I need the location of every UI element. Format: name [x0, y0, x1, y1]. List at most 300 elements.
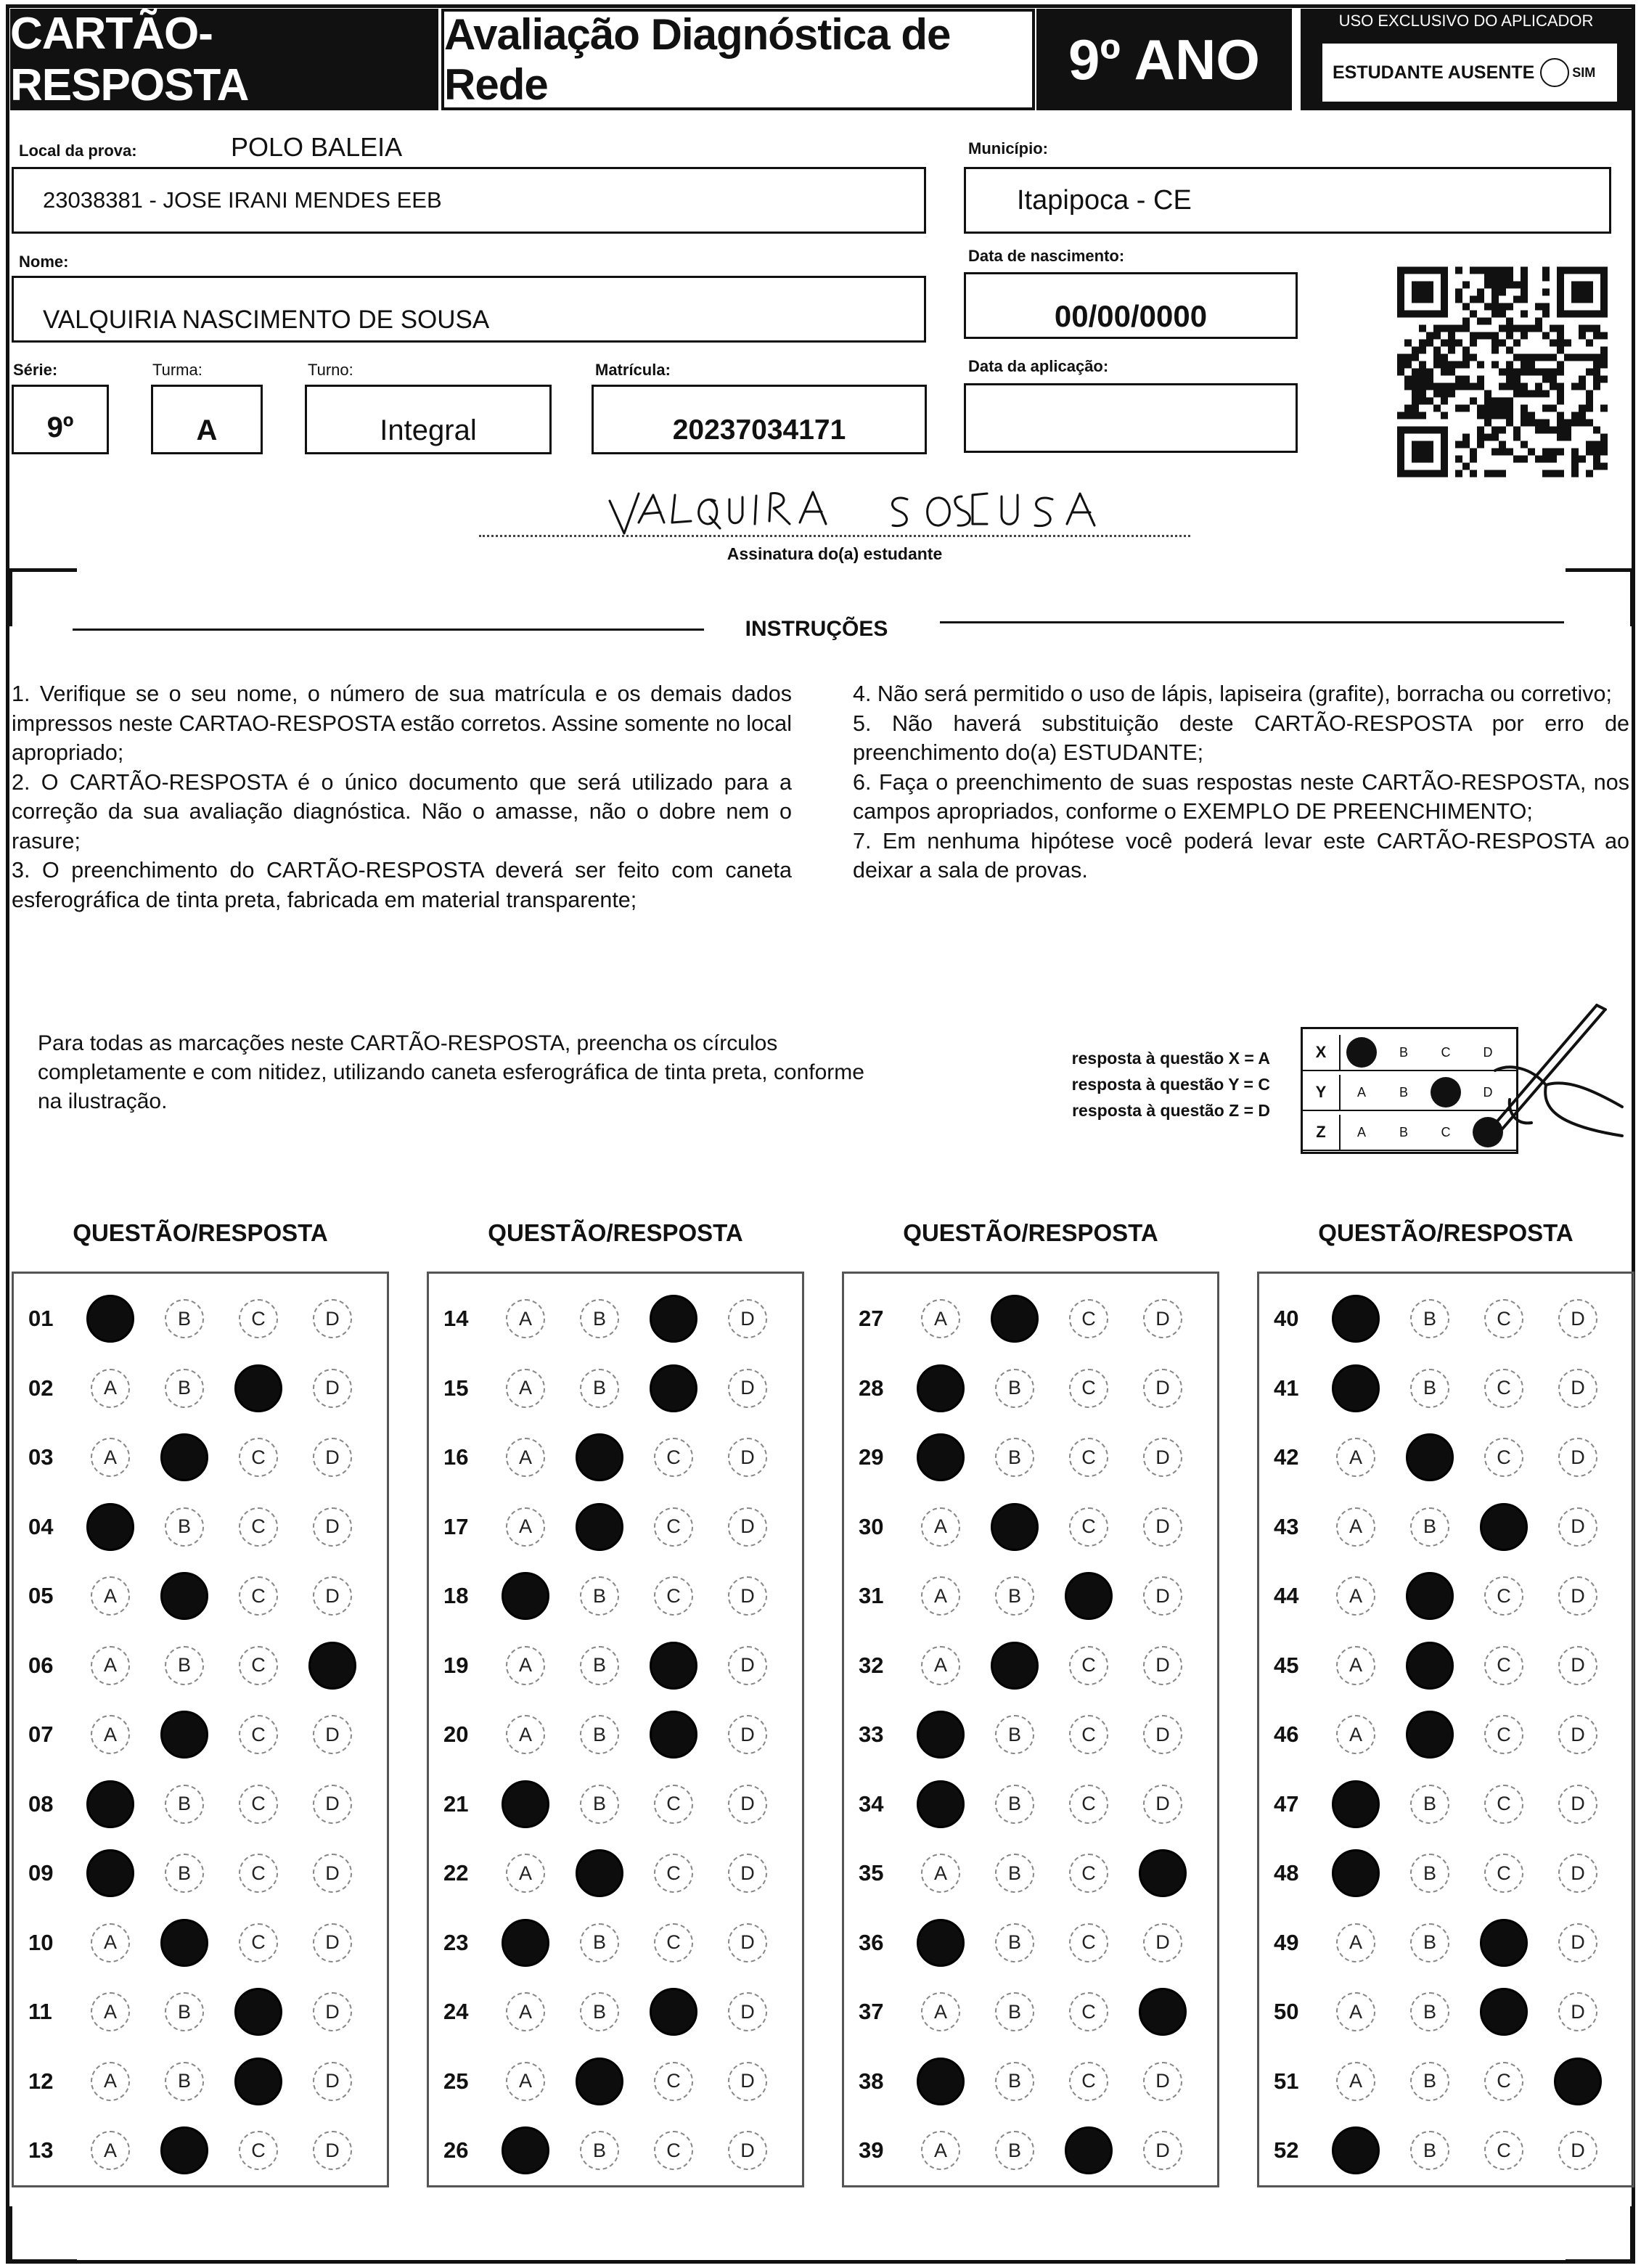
answer-bubble[interactable]: D: [1558, 1507, 1597, 1547]
answer-bubble[interactable]: A: [91, 1992, 130, 2031]
question-row: [1259, 1561, 1615, 1631]
answer-bubble[interactable]: C: [239, 1507, 278, 1547]
answer-bubble[interactable]: B: [1410, 1923, 1449, 1962]
filled-bubble[interactable]: [1480, 1919, 1528, 1967]
answer-bubble[interactable]: A: [506, 2062, 545, 2101]
filled-bubble[interactable]: [502, 1572, 549, 1620]
answer-bubble[interactable]: D: [1143, 1923, 1182, 1962]
question-row: [14, 1354, 369, 1423]
answer-bubble[interactable]: B: [995, 1438, 1034, 1477]
answer-bubble[interactable]: A: [921, 2131, 960, 2170]
answer-bubble[interactable]: C: [1484, 1715, 1523, 1754]
answer-bubble[interactable]: D: [1143, 2062, 1182, 2101]
answer-bubble[interactable]: A: [91, 1369, 130, 1408]
answer-bubble[interactable]: D: [728, 2131, 767, 2170]
answer-bubble[interactable]: C: [1069, 1299, 1108, 1338]
answer-bubble[interactable]: B: [1410, 1299, 1449, 1338]
answer-bubble[interactable]: B: [580, 1992, 619, 2031]
filled-bubble[interactable]: [917, 1711, 965, 1759]
filled-bubble[interactable]: [160, 1433, 208, 1481]
option-cell: [978, 1438, 1052, 1477]
filled-bubble[interactable]: [576, 1849, 623, 1897]
answer-bubble[interactable]: D: [1143, 1646, 1182, 1685]
answer-bubble[interactable]: C: [1484, 2131, 1523, 2170]
answer-bubble[interactable]: C: [1484, 2062, 1523, 2101]
answer-bubble[interactable]: C: [239, 1923, 278, 1962]
option-cell: [73, 2131, 147, 2170]
instruction-5: 5. Não haverá substituição deste CARTÃO-RESPOSTA por erro de preenchimento do(a) ESTUDANTE;: [853, 711, 1629, 765]
example-option: C: [1441, 1124, 1451, 1139]
answer-bubble[interactable]: B: [1410, 2131, 1449, 2170]
answer-bubble[interactable]: D: [1558, 1992, 1597, 2031]
filled-bubble[interactable]: [1332, 2126, 1380, 2174]
answer-column: [427, 1272, 804, 2187]
option-cell: [978, 1642, 1052, 1690]
option-cell: [904, 1854, 978, 1893]
filled-bubble[interactable]: [1065, 2126, 1113, 2174]
answer-bubble[interactable]: C: [239, 1785, 278, 1824]
answer-bubble[interactable]: C: [1069, 1854, 1108, 1893]
answer-bubble[interactable]: B: [995, 1576, 1034, 1616]
question-row: [14, 1977, 369, 2047]
answer-bubble[interactable]: A: [506, 1992, 545, 2031]
filled-bubble[interactable]: [1332, 1364, 1380, 1412]
filled-bubble[interactable]: [1480, 1988, 1528, 2036]
answer-bubble[interactable]: C: [1069, 1646, 1108, 1685]
option-cell: [147, 1711, 221, 1759]
answer-bubble[interactable]: A: [506, 1369, 545, 1408]
option-cell: [221, 1923, 295, 1962]
answer-bubble[interactable]: B: [995, 2062, 1034, 2101]
answer-bubble[interactable]: C: [654, 1507, 693, 1547]
option-cell: [488, 1507, 562, 1547]
option-cell: [1319, 1295, 1393, 1343]
filled-bubble[interactable]: [917, 1364, 965, 1412]
filled-bubble[interactable]: [160, 2126, 208, 2174]
answer-bubble[interactable]: D: [1558, 1785, 1597, 1824]
instructions-title: INSTRUÇÕES: [745, 617, 888, 641]
option-cell: [1319, 1715, 1393, 1754]
answer-bubble[interactable]: D: [1143, 1715, 1182, 1754]
answer-bubble[interactable]: A: [91, 1438, 130, 1477]
filled-bubble[interactable]: [576, 1433, 623, 1481]
filled-bubble[interactable]: [650, 1364, 697, 1412]
pen-hand-icon: [1466, 998, 1629, 1158]
filled-bubble[interactable]: [86, 1295, 134, 1343]
answer-bubble[interactable]: A: [921, 1299, 960, 1338]
question-number: 06: [28, 1652, 54, 1678]
instruction-6: 6. Faça o preenchimento de suas respostas neste CARTÃO-RESPOSTA, nos campos apropriados, conforme o EXEMPLO DE PREENCHIMENTO;: [853, 769, 1629, 824]
option-cell: [1393, 2131, 1467, 2170]
example-option: D: [1483, 1084, 1493, 1100]
answer-bubble[interactable]: B: [165, 2062, 204, 2101]
local-value: POLO BALEIA: [231, 132, 403, 162]
answer-bubble[interactable]: B: [1410, 1785, 1449, 1824]
answer-bubble[interactable]: A: [1336, 1646, 1375, 1685]
option-cell: [1541, 1854, 1615, 1893]
answer-bubble[interactable]: A: [91, 1576, 130, 1616]
answer-bubble[interactable]: A: [921, 1854, 960, 1893]
filled-bubble[interactable]: [160, 1572, 208, 1620]
answer-bubble[interactable]: B: [165, 1299, 204, 1338]
filled-bubble[interactable]: [1332, 1780, 1380, 1828]
answer-bubble[interactable]: A: [1336, 2062, 1375, 2101]
answer-bubble[interactable]: D: [728, 1785, 767, 1824]
filled-bubble[interactable]: [650, 1711, 697, 1759]
filled-bubble[interactable]: [86, 1849, 134, 1897]
answer-bubble[interactable]: A: [921, 1507, 960, 1547]
answer-bubble[interactable]: B: [995, 1854, 1034, 1893]
option-cell: [637, 1785, 711, 1824]
answer-bubble[interactable]: D: [1143, 1785, 1182, 1824]
answer-bubble[interactable]: D: [1143, 1576, 1182, 1616]
filled-bubble[interactable]: [576, 2058, 623, 2105]
answer-bubble[interactable]: C: [239, 2131, 278, 2170]
answer-bubble[interactable]: A: [1336, 1992, 1375, 2031]
answer-bubble[interactable]: D: [313, 1576, 352, 1616]
answer-bubble[interactable]: B: [165, 1369, 204, 1408]
question-row: [429, 2047, 785, 2116]
filled-bubble[interactable]: [1406, 1433, 1454, 1481]
filled-bubble[interactable]: [917, 1780, 965, 1828]
answer-bubble[interactable]: C: [1069, 1785, 1108, 1824]
question-number: 26: [443, 2137, 469, 2163]
instruction-7: 7. Em nenhuma hipótese você poderá levar este CARTÃO-RESPOSTA ao deixar a sala de provas.: [853, 828, 1629, 883]
question-row: [1259, 1422, 1615, 1492]
example-labels: [958, 1045, 1270, 1123]
answer-bubble[interactable]: C: [654, 1438, 693, 1477]
answer-bubble[interactable]: D: [313, 1992, 352, 2031]
answer-bubble[interactable]: D: [313, 1299, 352, 1338]
option-cell: [221, 1299, 295, 1338]
answer-bubble[interactable]: A: [506, 1646, 545, 1685]
example-row-label: X: [1303, 1035, 1341, 1070]
answer-bubble[interactable]: B: [165, 1646, 204, 1685]
option-cell: [1467, 1438, 1541, 1477]
answer-bubble[interactable]: D: [728, 1923, 767, 1962]
filled-bubble[interactable]: [502, 2126, 549, 2174]
answer-bubble[interactable]: D: [728, 1438, 767, 1477]
answer-bubble[interactable]: D: [313, 1438, 352, 1477]
option-cell: [488, 1369, 562, 1408]
option-cell: [147, 2126, 221, 2174]
answer-bubble[interactable]: D: [728, 2062, 767, 2101]
answer-bubble[interactable]: D: [728, 1992, 767, 2031]
answer-bubble[interactable]: C: [654, 2131, 693, 2170]
answer-bubble[interactable]: C: [1069, 1992, 1108, 2031]
option-cell: [1393, 1642, 1467, 1690]
filled-bubble[interactable]: [502, 1919, 549, 1967]
answer-bubble[interactable]: C: [1484, 1646, 1523, 1685]
filled-bubble[interactable]: [917, 1919, 965, 1967]
answer-bubble[interactable]: C: [1069, 1715, 1108, 1754]
answer-bubble[interactable]: B: [995, 1923, 1034, 1962]
option-cell: [295, 1715, 369, 1754]
column-header: QUESTÃO/RESPOSTA: [488, 1219, 743, 1246]
answer-bubble[interactable]: B: [165, 1854, 204, 1893]
answer-bubble[interactable]: C: [654, 1576, 693, 1616]
option-cell: [488, 1854, 562, 1893]
answer-bubble[interactable]: D: [728, 1507, 767, 1547]
answer-bubble[interactable]: C: [1484, 1576, 1523, 1616]
answer-bubble[interactable]: C: [1069, 1507, 1108, 1547]
answer-bubble[interactable]: D: [313, 1715, 352, 1754]
filled-bubble[interactable]: [1480, 1503, 1528, 1551]
answer-bubble[interactable]: C: [1484, 1785, 1523, 1824]
answer-bubble[interactable]: A: [506, 1854, 545, 1893]
option-cell: [978, 1295, 1052, 1343]
answer-bubble[interactable]: D: [1558, 1299, 1597, 1338]
answer-bubble[interactable]: D: [313, 2062, 352, 2101]
answer-bubble[interactable]: C: [239, 1854, 278, 1893]
filled-bubble[interactable]: [917, 2058, 965, 2105]
filled-bubble[interactable]: [1332, 1849, 1380, 1897]
filled-bubble[interactable]: [160, 1711, 208, 1759]
answer-bubble[interactable]: A: [921, 1646, 960, 1685]
option-cell: [1052, 1572, 1126, 1620]
question-number: 19: [443, 1652, 469, 1678]
option-cell: [221, 1715, 295, 1754]
answer-bubble[interactable]: D: [1558, 2131, 1597, 2170]
answer-bubble[interactable]: D: [1558, 1715, 1597, 1754]
answer-bubble[interactable]: C: [1484, 1299, 1523, 1338]
option-cell: [1393, 1433, 1467, 1481]
question-row: [1259, 1977, 1615, 2047]
answer-bubble[interactable]: D: [1143, 1299, 1182, 1338]
answer-bubble[interactable]: B: [165, 1507, 204, 1547]
filled-bubble[interactable]: [502, 1780, 549, 1828]
filled-bubble[interactable]: [1406, 1711, 1454, 1759]
answer-bubble[interactable]: B: [995, 1785, 1034, 1824]
question-row: [844, 1422, 1200, 1492]
question-number: 43: [1274, 1513, 1299, 1539]
answer-bubble[interactable]: A: [1336, 1715, 1375, 1754]
option-cell: [1126, 1923, 1200, 1962]
answer-bubble[interactable]: D: [313, 1369, 352, 1408]
option-cell: [1319, 1849, 1393, 1897]
answer-bubble[interactable]: A: [1336, 1576, 1375, 1616]
filled-bubble[interactable]: [1332, 1295, 1380, 1343]
filled-bubble[interactable]: [917, 1433, 965, 1481]
answer-bubble[interactable]: A: [1336, 1438, 1375, 1477]
filled-bubble[interactable]: [1065, 1572, 1113, 1620]
question-number: 17: [443, 1513, 469, 1539]
option-cell: [1126, 1785, 1200, 1824]
filled-bubble[interactable]: [991, 1295, 1039, 1343]
answer-bubble[interactable]: B: [995, 1715, 1034, 1754]
answer-bubble[interactable]: D: [313, 1854, 352, 1893]
option-cell: [1319, 1923, 1393, 1962]
answer-bubble[interactable]: A: [91, 2131, 130, 2170]
corner-mark-bottom-right: [1566, 2206, 1634, 2263]
answer-bubble[interactable]: C: [1069, 1369, 1108, 1408]
question-row: [1259, 1838, 1615, 1908]
answer-bubble[interactable]: B: [1410, 1992, 1449, 2031]
answer-bubble[interactable]: C: [239, 1715, 278, 1754]
answer-bubble[interactable]: B: [580, 2131, 619, 2170]
answer-bubble[interactable]: D: [1558, 1576, 1597, 1616]
filled-bubble[interactable]: [234, 1364, 282, 1412]
matricula-label: Matrícula:: [595, 361, 671, 379]
option-cell: [904, 1364, 978, 1412]
option-cell: [295, 1992, 369, 2031]
answer-bubble[interactable]: D: [1558, 1923, 1597, 1962]
answer-bubble[interactable]: A: [921, 1576, 960, 1616]
answer-bubble[interactable]: B: [1410, 2062, 1449, 2101]
option-cell: [562, 1503, 637, 1551]
filled-bubble[interactable]: [650, 1988, 697, 2036]
answer-bubble[interactable]: B: [580, 1576, 619, 1616]
answer-bubble[interactable]: A: [91, 2062, 130, 2101]
answer-bubble[interactable]: A: [506, 1507, 545, 1547]
answer-bubble[interactable]: C: [239, 1646, 278, 1685]
question-row: [844, 1908, 1200, 1978]
option-cell: [1319, 2062, 1393, 2101]
answer-bubble[interactable]: C: [654, 1854, 693, 1893]
answer-bubble[interactable]: B: [995, 2131, 1034, 2170]
answer-bubble[interactable]: D: [1558, 1438, 1597, 1477]
student-absent-bubble[interactable]: [1540, 58, 1569, 87]
answer-bubble[interactable]: D: [313, 2131, 352, 2170]
question-row: [844, 2116, 1200, 2185]
question-row: [1259, 1354, 1615, 1423]
answer-bubble[interactable]: B: [165, 1785, 204, 1824]
option-cell: [562, 1785, 637, 1824]
answer-bubble[interactable]: B: [580, 1299, 619, 1338]
answer-bubble[interactable]: D: [1143, 1507, 1182, 1547]
option-cell: [295, 1299, 369, 1338]
answer-bubble[interactable]: D: [1558, 1646, 1597, 1685]
corner-mark-bottom-left: [9, 2206, 77, 2263]
answer-bubble[interactable]: B: [580, 1369, 619, 1408]
turma-label: Turma:: [152, 361, 202, 379]
serie-label: Série:: [13, 361, 58, 379]
answer-bubble[interactable]: D: [1143, 1438, 1182, 1477]
filled-bubble[interactable]: [1406, 1572, 1454, 1620]
answer-bubble[interactable]: C: [239, 1299, 278, 1338]
answer-bubble[interactable]: B: [1410, 1854, 1449, 1893]
answer-bubble[interactable]: B: [995, 1369, 1034, 1408]
answer-bubble[interactable]: D: [728, 1854, 767, 1893]
answer-bubble[interactable]: D: [1143, 2131, 1182, 2170]
option-cell: [1393, 1923, 1467, 1962]
answer-bubble[interactable]: A: [91, 1923, 130, 1962]
filled-bubble[interactable]: [1406, 1642, 1454, 1690]
option-cell: [147, 1299, 221, 1338]
filled-dot-icon: [1346, 1037, 1377, 1068]
answer-bubble[interactable]: A: [1336, 1507, 1375, 1547]
filled-bubble[interactable]: [234, 2058, 282, 2105]
answer-bubble[interactable]: D: [728, 1369, 767, 1408]
filled-bubble[interactable]: [650, 1642, 697, 1690]
answer-bubble[interactable]: C: [1484, 1854, 1523, 1893]
answer-bubble[interactable]: C: [1069, 1923, 1108, 1962]
option-cell: [147, 1992, 221, 2031]
answer-bubble[interactable]: D: [1143, 1369, 1182, 1408]
option-cell: [711, 1299, 785, 1338]
answer-bubble[interactable]: D: [313, 1785, 352, 1824]
question-number: 15: [443, 1375, 469, 1401]
answer-bubble[interactable]: D: [1558, 1854, 1597, 1893]
answer-bubble[interactable]: C: [239, 1438, 278, 1477]
option-cell: [1541, 2058, 1615, 2105]
answer-bubble[interactable]: C: [654, 1785, 693, 1824]
answer-bubble[interactable]: D: [728, 1299, 767, 1338]
filled-bubble[interactable]: [991, 1503, 1039, 1551]
option-cell: [711, 1369, 785, 1408]
question-number: 49: [1274, 1929, 1299, 1955]
student-absent-field: [1321, 42, 1619, 103]
filled-bubble[interactable]: [1139, 1988, 1187, 2036]
question-number: 37: [859, 1999, 884, 2024]
answer-bubble[interactable]: C: [1069, 2062, 1108, 2101]
option-cell: [147, 1854, 221, 1893]
option-cell: [147, 1572, 221, 1620]
question-number: 20: [443, 1722, 469, 1747]
filled-bubble[interactable]: [234, 1988, 282, 2036]
filled-bubble[interactable]: [86, 1780, 134, 1828]
answer-bubble[interactable]: A: [91, 1646, 130, 1685]
filled-bubble[interactable]: [1139, 1849, 1187, 1897]
filled-bubble[interactable]: [86, 1503, 134, 1551]
answer-bubble[interactable]: A: [506, 1715, 545, 1754]
question-row: [14, 2047, 369, 2116]
filled-bubble[interactable]: [576, 1503, 623, 1551]
local-label: Local da prova:: [19, 142, 137, 160]
answer-bubble[interactable]: A: [1336, 1923, 1375, 1962]
answer-bubble[interactable]: C: [654, 1923, 693, 1962]
answer-bubble[interactable]: D: [1558, 1369, 1597, 1408]
answer-bubble[interactable]: D: [313, 1923, 352, 1962]
answer-bubble[interactable]: A: [506, 1438, 545, 1477]
answer-bubble[interactable]: C: [239, 1576, 278, 1616]
filled-bubble[interactable]: [308, 1642, 356, 1690]
answer-bubble[interactable]: A: [921, 1992, 960, 2031]
option-cell: [73, 1992, 147, 2031]
filled-bubble[interactable]: [650, 1295, 697, 1343]
answer-bubble[interactable]: D: [728, 1576, 767, 1616]
option-cell: [147, 1646, 221, 1685]
answer-bubble[interactable]: B: [580, 1785, 619, 1824]
instructions-right-column: [853, 679, 1629, 885]
answer-bubble[interactable]: A: [91, 1715, 130, 1754]
answer-bubble[interactable]: D: [728, 1715, 767, 1754]
option-cell: [1541, 1715, 1615, 1754]
answer-bubble[interactable]: A: [506, 1299, 545, 1338]
option-cell: [1126, 1715, 1200, 1754]
answer-bubble[interactable]: B: [580, 1923, 619, 1962]
answer-bubble[interactable]: C: [654, 2062, 693, 2101]
answer-bubble[interactable]: C: [1069, 1438, 1108, 1477]
filled-bubble[interactable]: [991, 1642, 1039, 1690]
question-row: [844, 1769, 1200, 1839]
answer-bubble[interactable]: C: [1484, 1369, 1523, 1408]
answer-bubble[interactable]: B: [580, 1646, 619, 1685]
answer-bubble[interactable]: B: [165, 1992, 204, 2031]
answer-bubble[interactable]: B: [580, 1715, 619, 1754]
answer-bubble[interactable]: B: [1410, 1369, 1449, 1408]
nome-label: Nome:: [19, 253, 69, 271]
answer-bubble[interactable]: C: [1484, 1438, 1523, 1477]
filled-bubble[interactable]: [1554, 2058, 1602, 2105]
filled-bubble[interactable]: [160, 1919, 208, 1967]
answer-bubble[interactable]: B: [1410, 1507, 1449, 1547]
answer-bubble[interactable]: B: [995, 1992, 1034, 2031]
question-row: [1259, 1492, 1615, 1562]
answer-bubble[interactable]: D: [728, 1646, 767, 1685]
nome-field: VALQUIRIA NASCIMENTO DE SOUSA: [12, 276, 926, 343]
answer-bubble[interactable]: D: [313, 1507, 352, 1547]
